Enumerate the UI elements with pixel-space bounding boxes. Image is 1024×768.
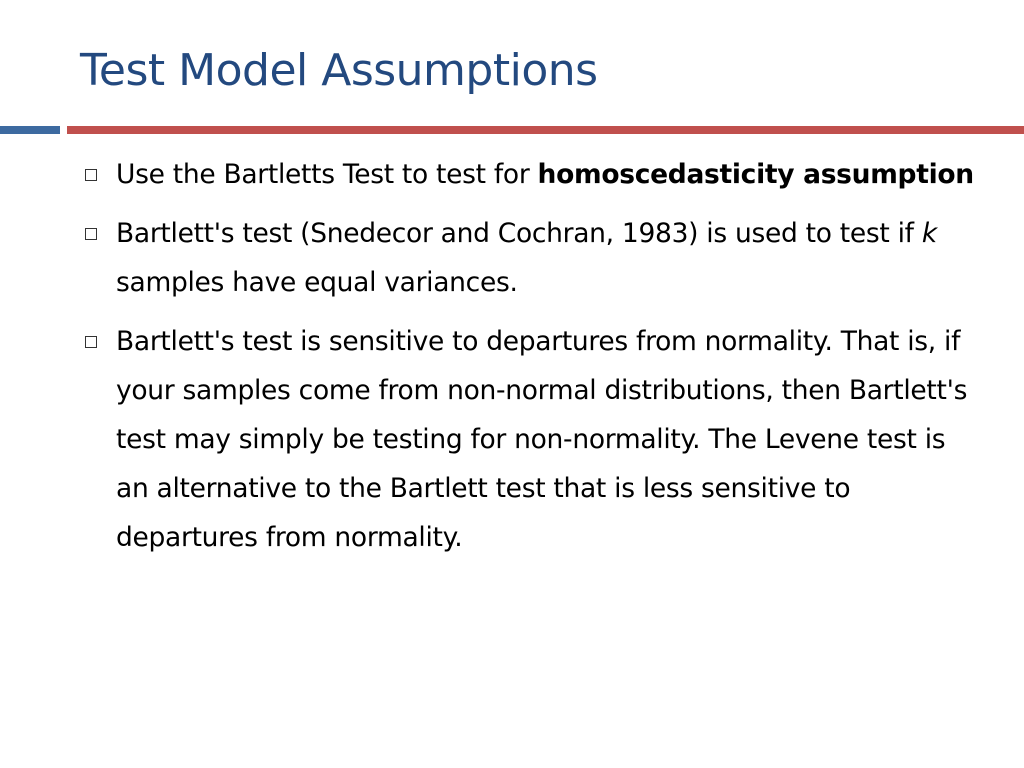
bullet-item: [80, 209, 980, 307]
title-rule-right-accent: [67, 126, 1024, 134]
bullet-bold-text: homoscedasticity assumption: [537, 159, 974, 190]
bullet-text: Use the Bartletts Test to test for: [116, 159, 538, 190]
bullet-item: [80, 317, 980, 562]
title-rule-left-accent: [0, 126, 60, 134]
bullet-text: Bartlett's test is sensitive to departures from normality. That is, if your samples come from non-normal distributions, then Bartlett's test may simply be testing for non-normality. The Levene test is an alternative to the Bartlett test that is less sensitive to departures from normality.: [116, 326, 968, 553]
slide-title: Test Model Assumptions: [80, 45, 598, 96]
bullet-text-continued: samples have equal variances.: [116, 267, 518, 298]
square-bullet-icon: [85, 228, 97, 240]
bullet-text: Bartlett's test (Snedecor and Cochran, 1983) is used to test if: [116, 218, 922, 249]
bullet-list: [80, 150, 980, 572]
bullet-item: [80, 150, 980, 199]
bullet-italic-text: k: [921, 218, 937, 249]
square-bullet-icon: [85, 169, 97, 181]
square-bullet-icon: [85, 336, 97, 348]
